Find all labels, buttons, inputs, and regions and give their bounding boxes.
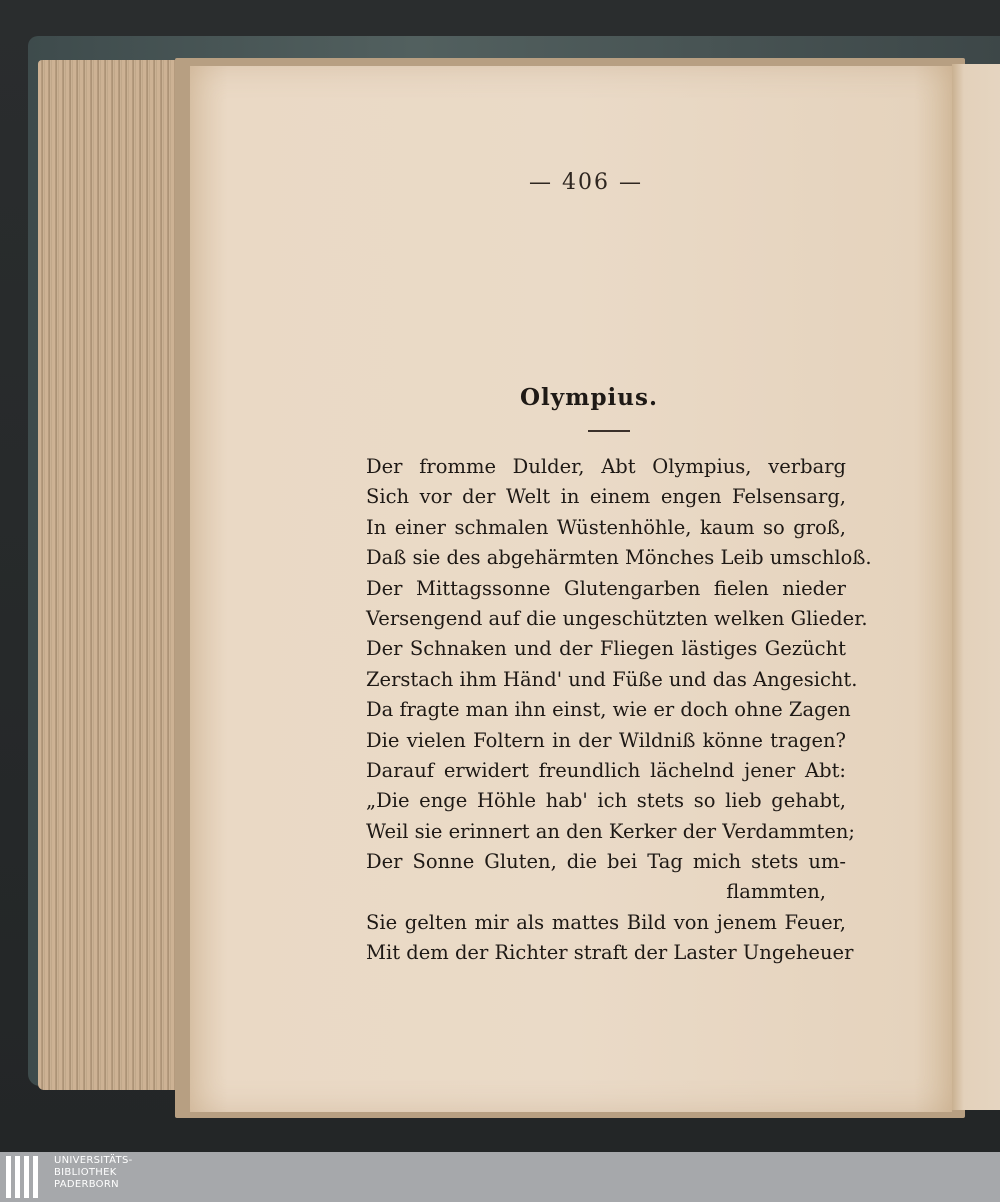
- logo-line-3: PADERBORN: [54, 1179, 119, 1190]
- title-rule: [588, 430, 630, 432]
- poem-line: Die vielen Foltern in der Wildniß könne tragen?: [366, 728, 846, 752]
- poem-line: Der fromme Dulder, Abt Olympius, verbarg: [366, 455, 846, 478]
- poem-line: Weil sie erinnert an den Kerker der Verdammten;: [366, 819, 855, 843]
- poem-line: Der Mittagssonne Glutengarben fielen nieder: [366, 576, 846, 600]
- poem-line: Sie gelten mir als mattes Bild von jenem Feuer,: [366, 910, 846, 934]
- poem-line: Zerstach ihm Händ' und Füße und das Angesicht.: [366, 667, 858, 691]
- logo-line-1: UNIVERSITÄTS-: [54, 1155, 133, 1166]
- poem-line: In einer schmalen Wüstenhöhle, kaum so groß,: [366, 515, 846, 539]
- poem-line: Darauf erwidert freundlich lächelnd jener Abt:: [366, 758, 846, 782]
- poem-line: „Die enge Höhle hab' ich stets so lieb gehabt,: [366, 789, 846, 813]
- poem-line-continuation: flammten,: [726, 880, 826, 904]
- poem-line: Da fragte man ihn einst, wie er doch ohne Zagen: [366, 698, 851, 722]
- next-page-edge: [952, 64, 1000, 1110]
- poem-line: Der Sonne Gluten, die bei Tag mich stets um-: [366, 850, 846, 874]
- logo-line-2: BIBLIOTHEK: [54, 1167, 117, 1178]
- poem-line: Daß sie des abgehärmten Mönches Leib umschloß.: [366, 546, 872, 570]
- page-edges: [38, 60, 198, 1090]
- poem-line: Der Schnaken und der Fliegen lästiges Gezücht: [366, 637, 846, 661]
- poem-title: Olympius.: [520, 384, 658, 411]
- poem-line: Sich vor der Welt in einem engen Felsensarg,: [366, 485, 846, 509]
- poem-line: Mit dem der Richter straft der Laster Ungeheuer: [366, 941, 854, 965]
- library-logo-text: [54, 1155, 133, 1191]
- poem-line: Versengend auf die ungeschützten welken Glieder.: [366, 606, 868, 630]
- library-logo-icon: [6, 1156, 48, 1198]
- library-footer: [0, 1152, 1000, 1202]
- poem-text: [366, 452, 872, 969]
- book-page: [190, 66, 952, 1112]
- page-number: — 406 —: [529, 170, 643, 195]
